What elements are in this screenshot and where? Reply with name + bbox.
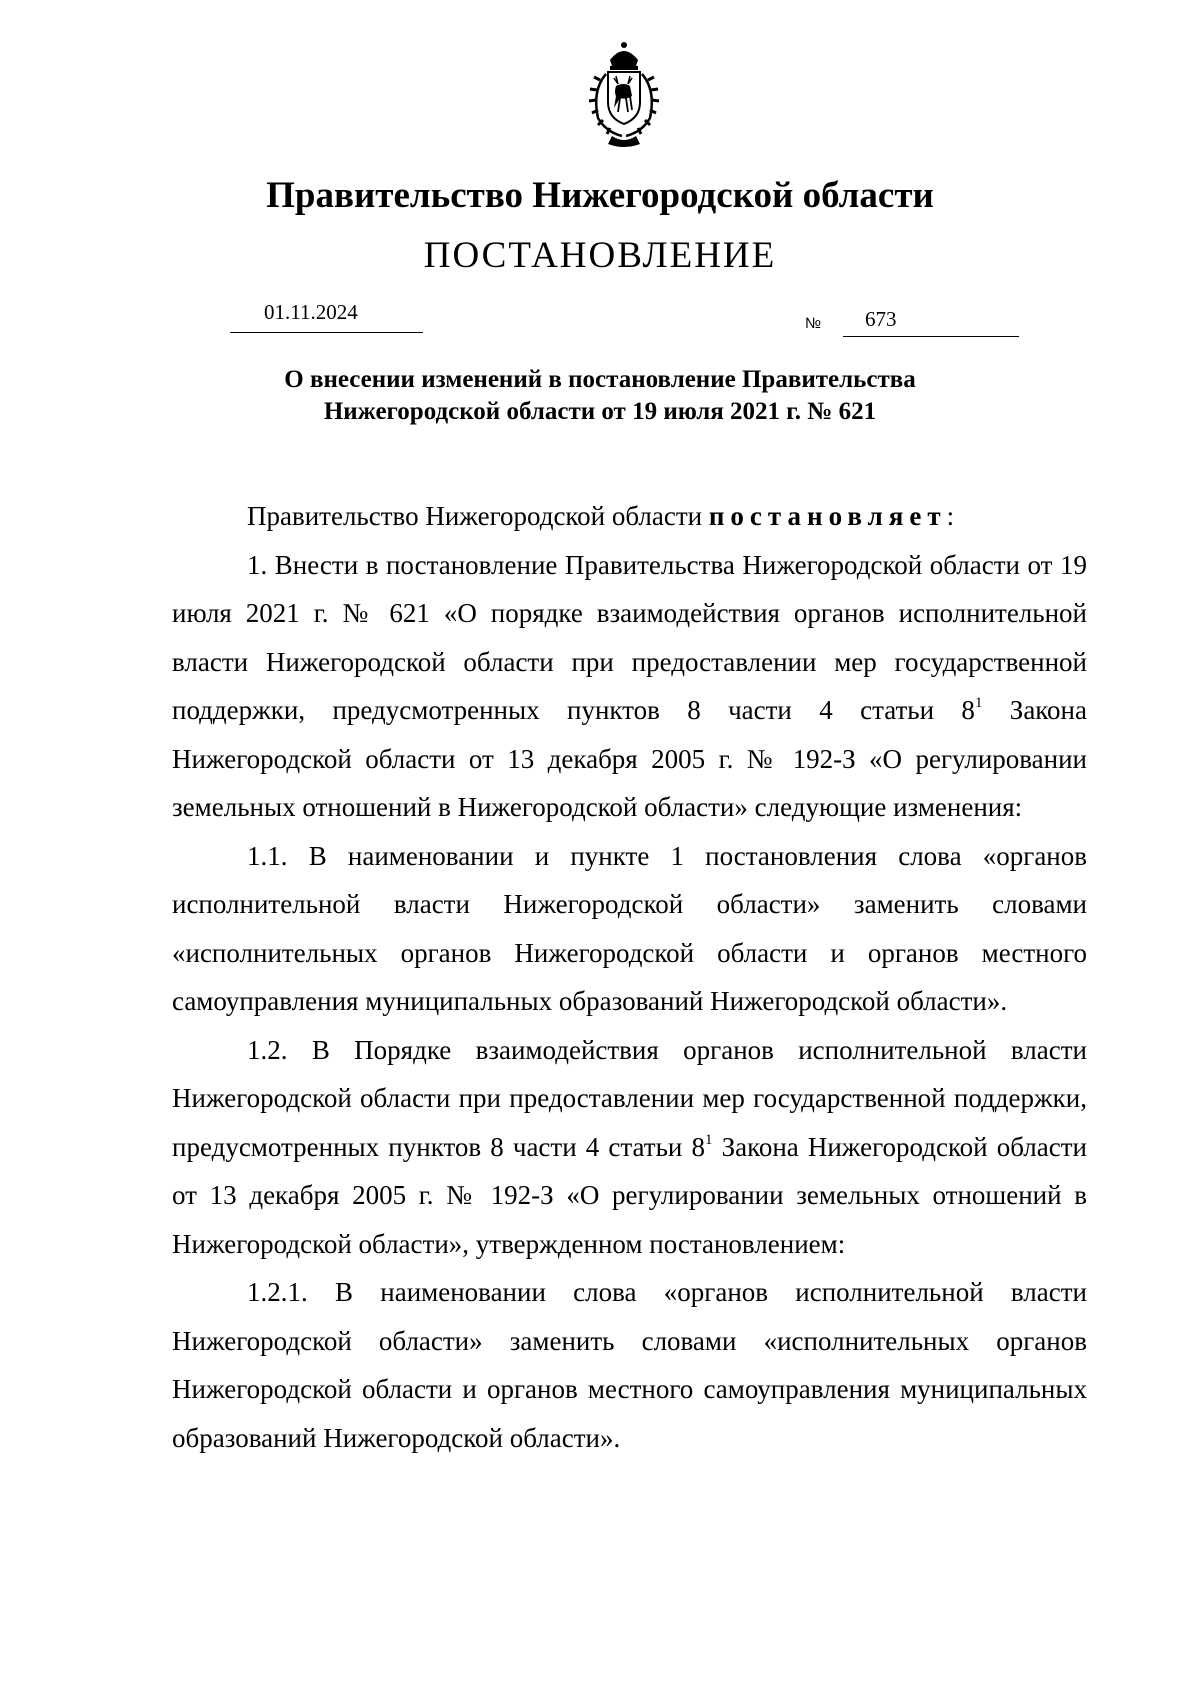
document-body	[172, 492, 1087, 1462]
paragraph-1	[172, 541, 1087, 832]
preamble-text: Правительство Нижегородской области	[247, 501, 709, 531]
paragraph-1-2-superscript: 1	[704, 1131, 713, 1148]
date-field	[230, 298, 423, 333]
paragraph-1-2-text: 1.2. В Порядке взаимодействия органов исполнительной власти Нижегородской области при предоставлении мер государственной поддержки, предусмотренных пунктов 8 части 4 статьи 8	[172, 1034, 1087, 1162]
subject-line-2: Нижегородской области от 19 июля 2021 г. № 621	[323, 398, 877, 425]
government-title: Правительство Нижегородской области	[266, 175, 934, 216]
preamble-verb: постановляет	[708, 501, 947, 531]
number-label: №	[805, 315, 822, 332]
document-number: 673	[865, 307, 897, 331]
subject-line-1: О внесении изменений в постановление Правительства	[284, 366, 916, 393]
preamble-colon: :	[946, 501, 955, 531]
paragraph-1-2	[172, 1026, 1087, 1269]
coat-of-arms-icon	[570, 40, 678, 148]
number-field	[843, 306, 1019, 337]
paragraph-1-1: 1.1. В наименовании и пункте 1 постановления слова «органов исполнительной власти Нижегородской области» заменить словами «исполнительных органов Нижегородской области и органов местного самоуправления муниципальных образований Нижегородской области».	[172, 840, 1087, 1016]
paragraph-1-2-text-continued: Закона Нижегородской области от 13 декабря 2005 г. № 192-З «О регулировании земельных отношений в Нижегородской области», утвержденном постановлением:	[172, 1131, 1087, 1259]
paragraph-1-superscript: 1	[974, 695, 983, 711]
paragraph-1-2-1: 1.2.1. В наименовании слова «органов исполнительной власти Нижегородской области» заменить словами «исполнительных органов Нижегородской области и органов местного самоуправления муниципальных образований Нижегородской области».	[172, 1277, 1087, 1453]
document-subject	[0, 364, 1200, 428]
document-date: 01.11.2024	[264, 300, 358, 324]
document-type: ПОСТАНОВЛЕНИЕ	[423, 235, 777, 276]
paragraph-1-text-continued: Закона Нижегородской области от 13 декабря 2005 г. № 192-З «О регулировании земельных отношений в Нижегородской области» следующие изменения:	[172, 695, 1087, 822]
preamble	[172, 492, 1087, 541]
paragraph-1-text: 1. Внести в постановление Правительства Нижегородской области от 19 июля 2021 г. № 621 «О порядке взаимодействия органов исполнительной власти Нижегородской области при предоставлении мер государственной поддержки, предусмотренных пунктов 8 части 4 статьи 8	[172, 549, 1087, 725]
